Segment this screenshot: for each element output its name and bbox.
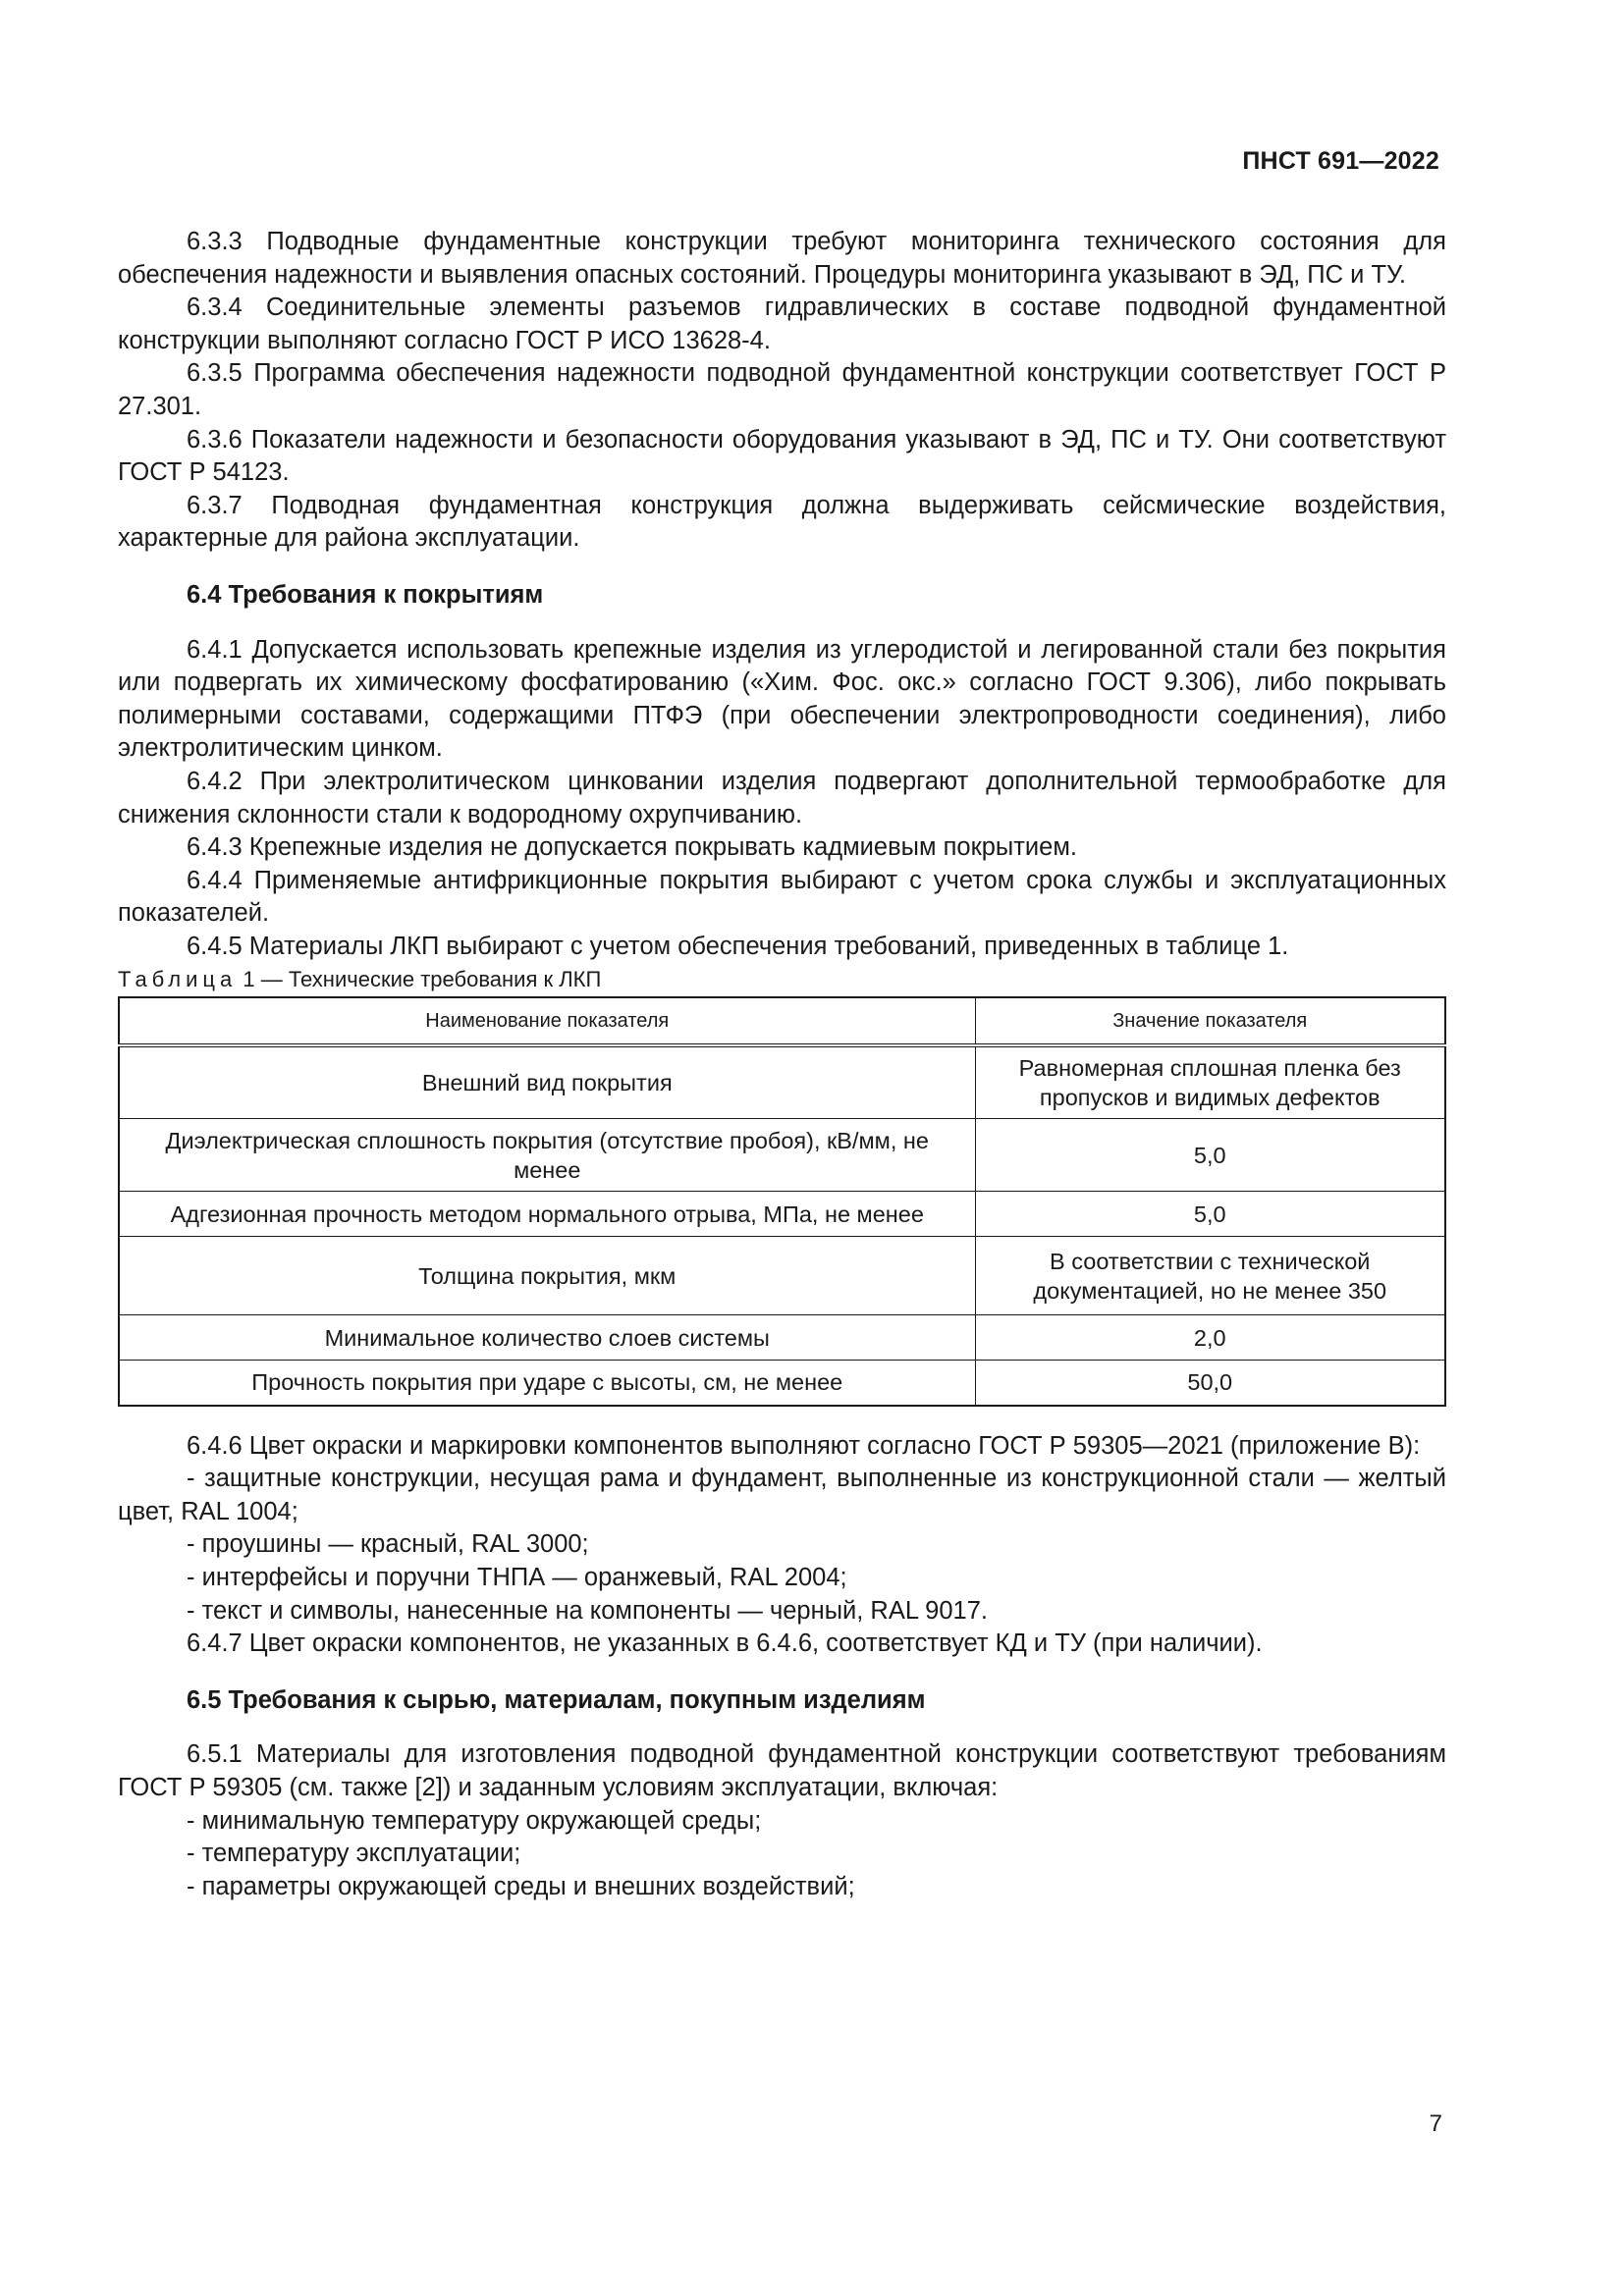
- table-cell-value: 50,0: [975, 1361, 1445, 1406]
- table-caption-label: Таблица: [118, 967, 238, 992]
- paragraph-6-3-4: 6.3.4 Соединительные элементы разъемов гидравлических в составе подводной фундаментной конструкции выполняют согласно ГОСТ Р ИСО 13628-4.: [118, 294, 1446, 354]
- table-cell-name: Внешний вид покрытия: [119, 1045, 975, 1119]
- list-item: - проушины — красный, RAL 3000;: [187, 1530, 589, 1559]
- list-item: - параметры окружающей среды и внешних воздействий;: [187, 1872, 855, 1900]
- section-heading-6-4: 6.4 Требования к покрытиям: [187, 580, 544, 609]
- table-row: [119, 1119, 1445, 1192]
- table-header-row: [119, 997, 1445, 1045]
- table-row: [119, 1045, 1445, 1119]
- table-cell-value: Равномерная сплошная пленка без пропусков и видимых дефектов: [975, 1045, 1445, 1119]
- list-item: - интерфейсы и поручни ТНПА — оранжевый, RAL 2004;: [187, 1563, 847, 1591]
- paragraph-6-4-4: 6.4.4 Применяемые антифрикционные покрытия выбирают с учетом срока службы и эксплуатационных показателей.: [118, 866, 1446, 928]
- paragraph-6-4-3: 6.4.3 Крепежные изделия не допускается покрывать кадмиевым покрытием.: [187, 833, 1077, 862]
- paragraph-6-3-7: 6.3.7 Подводная фундаментная конструкция должна выдерживать сейсмические воздействия, характерные для района эксплуатации.: [118, 491, 1446, 553]
- table-cell-value: 2,0: [975, 1315, 1445, 1361]
- paragraph-6-4-6: 6.4.6 Цвет окраски и маркировки компонентов выполняют согласно ГОСТ Р 59305—2021 (приложение В):: [187, 1431, 1421, 1460]
- paragraph-6-3-6: 6.3.6 Показатели надежности и безопасности оборудования указывают в ЭД, ПС и ТУ. Они соответствуют ГОСТ Р 54123.: [118, 425, 1446, 487]
- table-row: [119, 1315, 1445, 1361]
- list-item: - текст и символы, нанесенные на компоненты — черный, RAL 9017.: [187, 1596, 988, 1625]
- table-cell-value: 5,0: [975, 1192, 1445, 1237]
- table-header-value: Значение показателя: [975, 997, 1445, 1045]
- page-body: [118, 226, 1446, 1903]
- table-cell-name: Толщина покрытия, мкм: [119, 1237, 975, 1315]
- table-header-name: Наименование показателя: [119, 997, 975, 1045]
- paragraph-6-3-3: 6.3.3 Подводные фундаментные конструкции требуют мониторинга технического состояния для обеспечения надежности и выявления опасных состояний. Процедуры мониторинга указывают в ЭД, ПС и ТУ.: [118, 228, 1446, 289]
- paragraph-6-4-7: 6.4.7 Цвет окраски компонентов, не указанных в 6.4.6, соответствует КД и ТУ (при наличии).: [187, 1629, 1263, 1658]
- page-number: 7: [1429, 2110, 1442, 2137]
- paragraph-6-4-1: 6.4.1 Допускается использовать крепежные изделия из углеродистой и легированной стали без покрытия или подвергать их химическому фосфатированию («Хим. Фос. окс.» согласно ГОСТ 9.306), либо покрывать полимерными составами, содержащими ПТФЭ (при обеспечении электропроводности соединения), либо электролитическим цинком.: [118, 635, 1446, 763]
- table-cell-value: 5,0: [975, 1119, 1445, 1192]
- table-cell-value: В соответствии с технической документацией, но не менее 350: [975, 1237, 1445, 1315]
- table-row: [119, 1361, 1445, 1406]
- list-item: - защитные конструкции, несущая рама и фундамент, выполненные из конструкционной стали — желтый цвет, RAL 1004;: [118, 1465, 1446, 1525]
- table-caption: [118, 963, 1446, 996]
- list-item: - температуру эксплуатации;: [187, 1840, 521, 1868]
- paragraph-6-4-2: 6.4.2 При электролитическом цинковании изделия подвергают дополнительной термообработке для снижения склонности стали к водородному охрупчиванию.: [118, 767, 1446, 828]
- section-heading-6-5: 6.5 Требования к сырью, материалам, покупным изделиям: [187, 1685, 926, 1714]
- table-caption-text: 1 — Технические требования к ЛКП: [243, 967, 602, 992]
- document-code: ПНСТ 691—2022: [1242, 147, 1439, 175]
- requirements-table: [118, 996, 1446, 1407]
- paragraph-6-5-1: 6.5.1 Материалы для изготовления подводной фундаментной конструкции соответствуют требованиям ГОСТ Р 59305 (см. также [2]) и заданным условиям эксплуатации, включая:: [118, 1740, 1446, 1801]
- table-cell-name: Прочность покрытия при ударе с высоты, см, не менее: [119, 1361, 975, 1406]
- paragraph-6-3-5: 6.3.5 Программа обеспечения надежности подводной фундаментной конструкции соответствует ГОСТ Р 27.301.: [118, 359, 1446, 420]
- table-cell-name: Адгезионная прочность методом нормального отрыва, МПа, не менее: [119, 1192, 975, 1237]
- table-row: [119, 1192, 1445, 1237]
- list-item: - минимальную температуру окружающей среды;: [187, 1806, 762, 1835]
- table-cell-name: Диэлектрическая сплошность покрытия (отсутствие пробоя), кВ/мм, не менее: [119, 1119, 975, 1192]
- table-cell-name: Минимальное количество слоев системы: [119, 1315, 975, 1361]
- table-row: [119, 1237, 1445, 1315]
- paragraph-6-4-5: 6.4.5 Материалы ЛКП выбирают с учетом обеспечения требований, приведенных в таблице 1.: [187, 932, 1289, 960]
